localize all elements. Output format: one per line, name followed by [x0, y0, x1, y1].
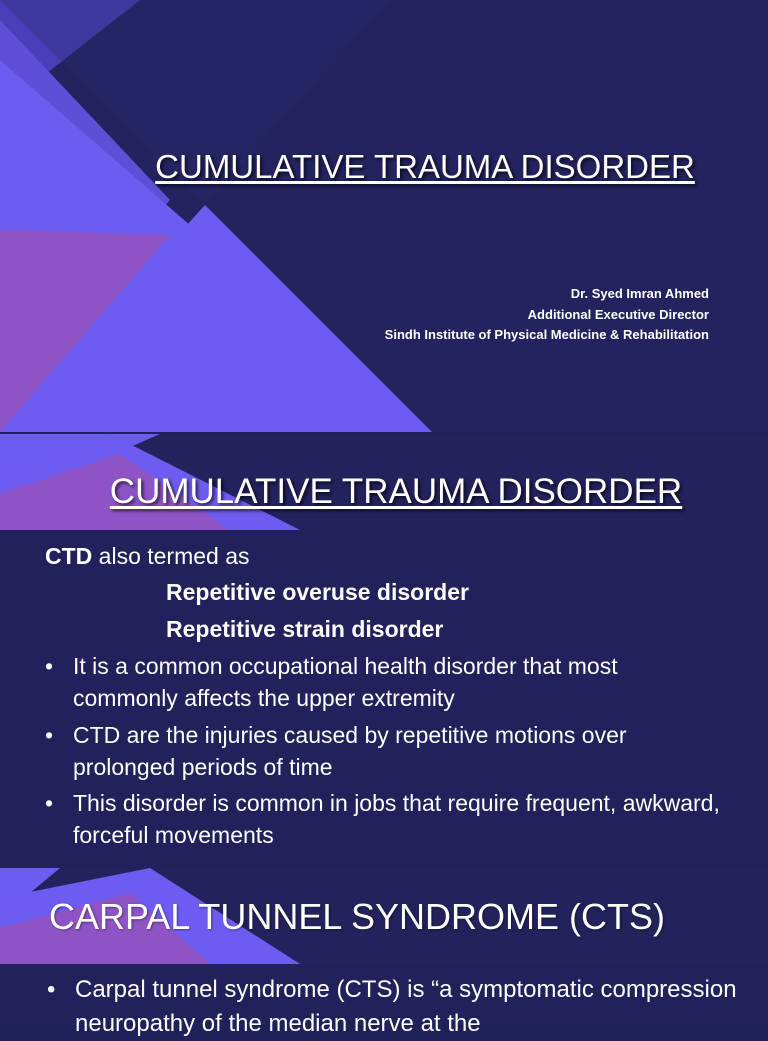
author-role: Additional Executive Director: [527, 306, 709, 322]
author-name: Dr. Syed Imran Ahmed: [570, 286, 709, 301]
bullet-item: • This disorder is common in jobs that require frequent, awkward, forceful movements: [45, 787, 725, 851]
author-block: [385, 284, 709, 346]
ctd-abbrev: CTD: [45, 543, 93, 569]
decorative-shapes: [0, 0, 768, 432]
alt-name: Repetitive strain disorder: [166, 616, 444, 642]
title-slide: [0, 0, 768, 432]
ctd-intro: [45, 540, 250, 572]
bullet-item: • Carpal tunnel syndrome (CTS) is “a symptomatic compression neuropathy of the median nerve at the: [47, 973, 747, 1041]
ctd-intro-rest: also termed as: [92, 543, 250, 569]
slide1-title: CUMULATIVE TRAUMA DISORDER: [155, 148, 695, 185]
author-org: Sindh Institute of Physical Medicine & Rehabilitation: [384, 327, 709, 342]
alt-name: Repetitive overuse disorder: [166, 579, 469, 605]
slide2-title: CUMULATIVE TRAUMA DISORDER: [109, 472, 683, 511]
bullet-item: • It is a common occupational health disorder that most commonly affects the upper extremity: [45, 650, 725, 714]
slide3-title: CARPAL TUNNEL SYNDROME (CTS): [48, 896, 666, 937]
bullet-item: • CTD are the injuries caused by repetitive motions over prolonged periods of time: [45, 719, 725, 783]
